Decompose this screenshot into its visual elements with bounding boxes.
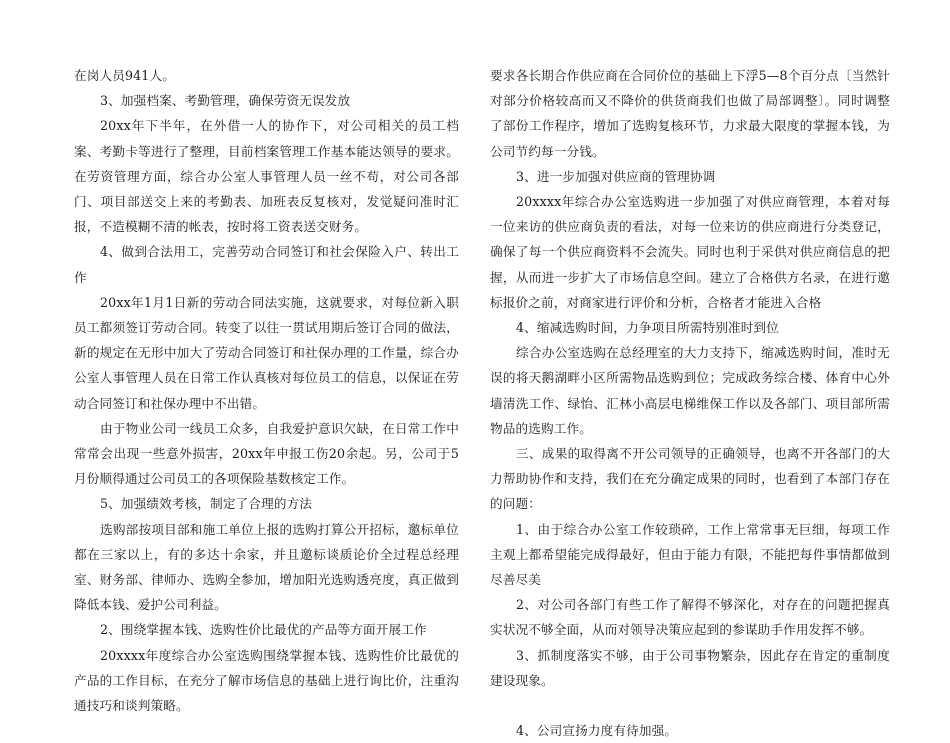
paragraph: 20xx年1月1日新的劳动合同法实施，这就要求，对每位新入职员工都须签订劳动合同。转变了以往一贯试用期后签订合同的做法，新的规定在无形中加大了劳动合同签订和社保办理的工作量，综合办公室人事管理人员在日常工作认真核对每位员工的信息，以保证在劳动合同签订和社保办理中不出错。 bbox=[74, 294, 459, 411]
paragraph: 在岗人员941人。 bbox=[74, 68, 175, 83]
section-heading: 3、进一步加强对供应商的管理协调 bbox=[516, 168, 716, 184]
right-column bbox=[490, 63, 890, 743]
section-heading: 4、缩减选购时间，力争项目所需特别准时到位 bbox=[516, 320, 780, 336]
paragraph: 20xx年下半年，在外借一人的协作下，对公司相关的员工档案、考勤卡等进行了整理，目前档案管理工作基本能达领导的要求。在劳资管理方面，综合办公室人事管理人员一丝不苟，对公司各部门、项目部送交上来的考勤表、加班表反复核对，发觉疑问准时汇报，不造模糊不清的帐表，按时将工资表送交财务。 bbox=[74, 118, 459, 235]
section-heading: 4、做到合法用工，完善劳动合同签订和社会保险入户、转出工作 bbox=[74, 244, 459, 285]
section-heading: 3、加强档案、考勤管理，确保劳资无误发放 bbox=[100, 93, 351, 109]
paragraph: 20xxxx年综合办公室选购进一步加强了对供应商管理，本着对每一位来访的供应商负责的看法，对每一位来访的供应商进行分类登记，确保了每一个供应商资料不会流失。同时也利于采供对供应商信息的把握，从而进一步扩大了市场信息空间。建立了合格供方名录，在进行邀标报价之前，对商家进行评价和分析，合格者才能进入合格 bbox=[490, 194, 890, 310]
paragraph: 三、成果的取得离不开公司领导的正确领导，也离不开各部门的大力帮助协作和支持，我们在充分确定成果的同时，也看到了本部门存在的问题： bbox=[490, 446, 890, 512]
list-item: 1、由于综合办公室工作较琐碎，工作上常常事无巨细，每项工作主观上都希望能完成得最好，但由于能力有限，不能把每件事情都做到尽善尽美 bbox=[490, 521, 890, 588]
paragraph: 综合办公室选购在总经理室的大力支持下，缩减选购时间，准时无误的将天鹅湖畔小区所需物品选购到位；完成政务综合楼、体育中心外墙清洗工作、绿怡、汇林小高层电梯维保工作以及各部门、项目部所需物品的选购工作。 bbox=[490, 345, 890, 436]
paragraph: 选购部按项目部和施工单位上报的选购打算公开招标，邀标单位都在三家以上，有的多达十余家，并且邀标谈质论价全过程总经理室、财务部、律师办、选购全参加，增加阳光选购透亮度，真正做到降低本钱、爱护公司利益。 bbox=[74, 521, 459, 613]
paragraph: 由于物业公司一线员工众多，自我爱护意识欠缺，在日常工作中常常会出现一些意外损害，20xx年申报工伤20余起。另，公司于5月份顺得通过公司员工的各项保险基数核定工作。 bbox=[74, 420, 459, 487]
paragraph: 20xxxx年度综合办公室选购围绕掌握本钱、选购性价比最优的产品的工作目标，在充分了解市场信息的基础上进行询比价，注重沟通技巧和谈判策略。 bbox=[74, 647, 459, 714]
paragraph: 要求各长期合作供应商在合同价位的基础上下浮5—8个百分点〔当然针对部分价格较高而又不降价的供货商我们也做了局部调整〕。同时调整了部份工作程序，增加了选购复核环节，力求最大限度的掌握本钱，为公司节约每一分钱。 bbox=[490, 68, 890, 159]
list-item: 2、对公司各部门有些工作了解得不够深化，对存在的问题把握真实状况不够全面，从而对领导决策应起到的参谋助手作用发挥不够。 bbox=[490, 597, 890, 638]
left-column bbox=[74, 63, 459, 718]
list-item: 4、公司宣扬力度有待加强。 bbox=[516, 723, 678, 739]
section-heading: 2、围绕掌握本钱、选购性价比最优的产品等方面开展工作 bbox=[100, 622, 427, 638]
section-heading: 5、加强绩效考核，制定了合理的方法 bbox=[100, 496, 313, 512]
list-item: 3、抓制度落实不够，由于公司事物繁杂，因此存在肯定的重制度建设现象。 bbox=[490, 647, 890, 688]
